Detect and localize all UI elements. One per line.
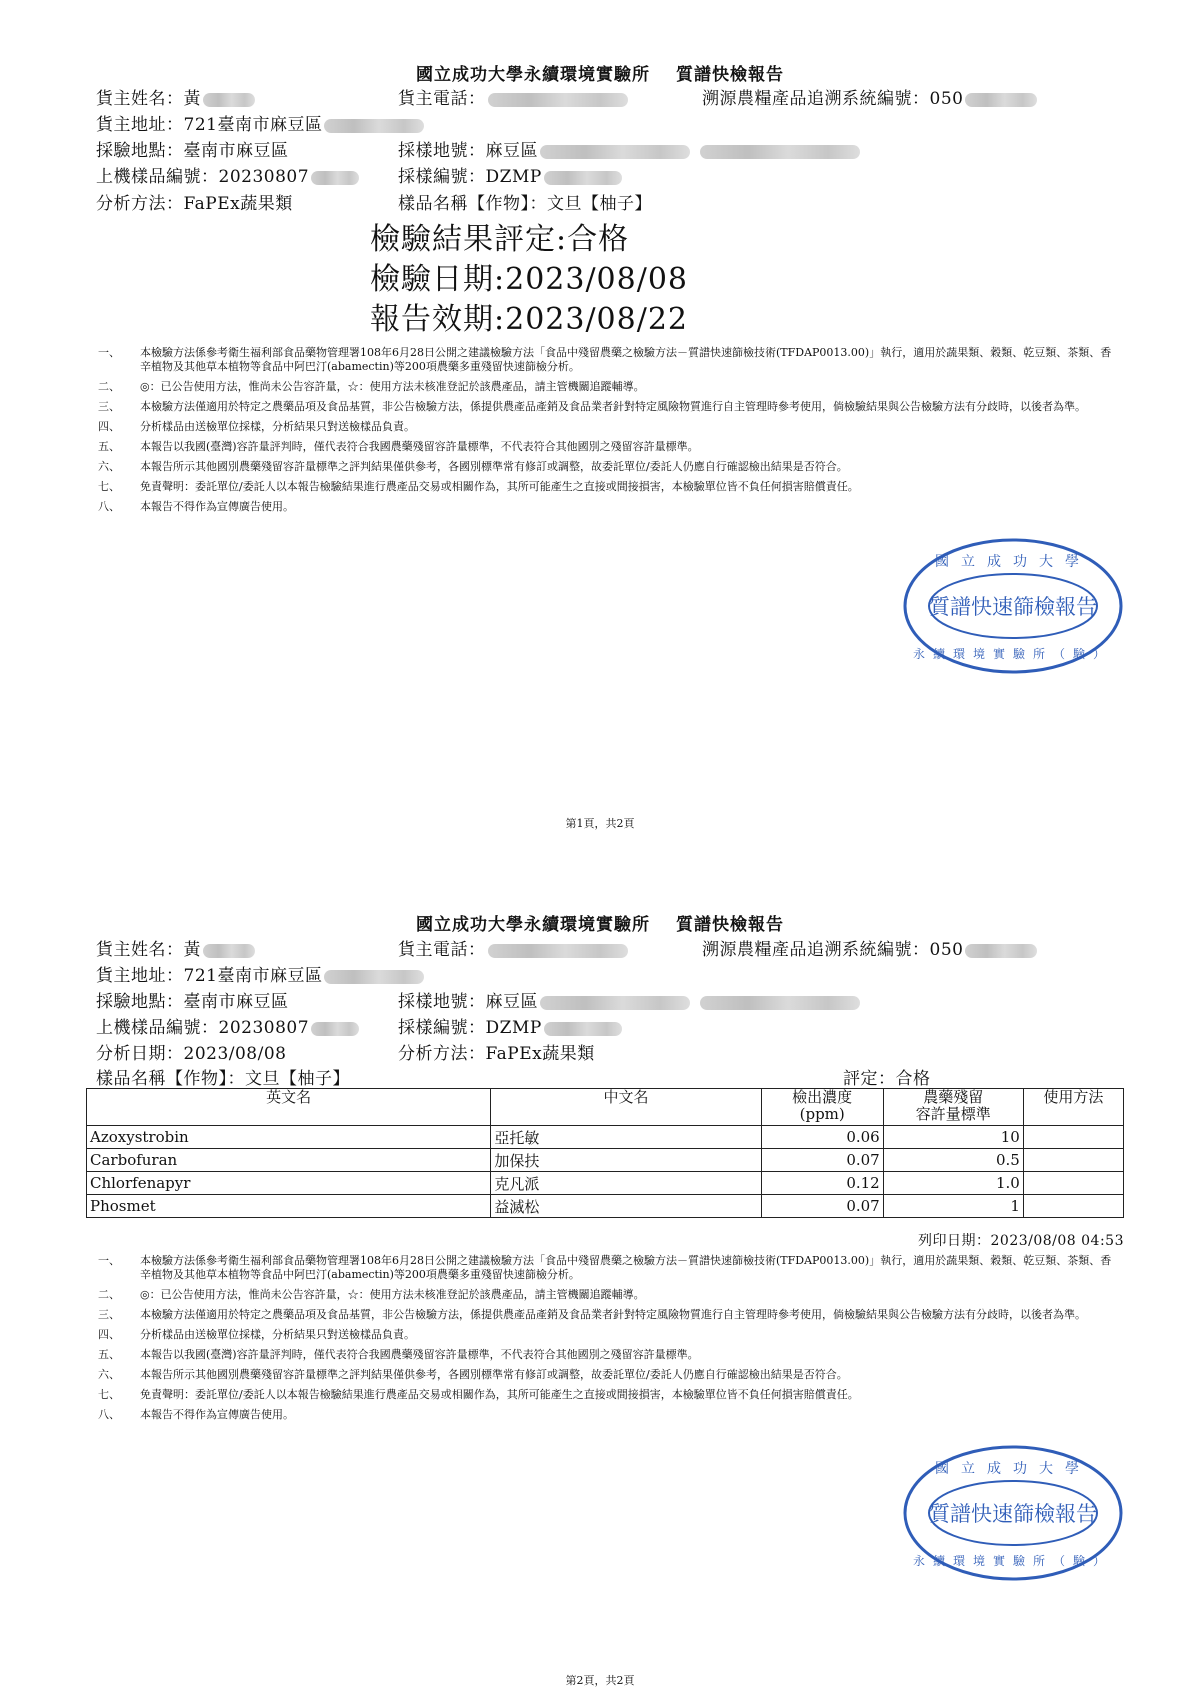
note-item: 四、 分析樣品由送檢單位採樣，分析結果只對送檢樣品負責。	[98, 1328, 415, 1341]
sampling-land-field: 採樣地號：麻豆區	[398, 136, 860, 161]
col-header-chinese-name: 中文名	[491, 1089, 761, 1126]
table-row	[87, 1195, 1124, 1218]
svg-text:國立成功大學: 國立成功大學	[935, 1461, 1091, 1477]
table-row	[87, 1126, 1124, 1149]
cell-limit: 10	[883, 1126, 1023, 1149]
note-item: 二、 ◎：已公告使用方法，惟尚未公告容許量，☆：使用方法未核准登記於該農產品，請主管機關追蹤輔導。	[98, 1288, 645, 1301]
cell-concentration: 0.06	[761, 1126, 883, 1149]
verdict-field: 評定：合格	[843, 1069, 931, 1089]
redacted-mask	[311, 171, 359, 185]
report-header	[0, 60, 1200, 85]
col-header-usage: 使用方法	[1023, 1089, 1123, 1126]
owner-address-field: 貨主地址：721臺南市麻豆區	[96, 110, 424, 135]
redacted-mask	[700, 996, 860, 1010]
redacted-mask	[544, 171, 622, 185]
note-item: 四、 分析樣品由送檢單位採樣，分析結果只對送檢樣品負責。	[98, 420, 415, 433]
note-item: 七、 免責聲明：委託單位/委託人以本報告檢驗結果進行農產品交易或相關作為，其所可能產生之直接或間接損害，本檢驗單位皆不負任何損害賠償責任。	[98, 1388, 859, 1401]
cell-limit: 0.5	[883, 1149, 1023, 1172]
redacted-mask	[540, 996, 690, 1010]
print-date: 列印日期：2023/08/08 04:53	[918, 1233, 1124, 1249]
redacted-mask	[965, 944, 1037, 958]
redacted-mask	[203, 93, 255, 107]
note-item: 二、 ◎：已公告使用方法，惟尚未公告容許量，☆：使用方法未核准登記於該農產品，請主管機關追蹤輔導。	[98, 380, 645, 393]
redacted-mask	[540, 145, 690, 159]
note-item: 六、 本報告所示其他國別農藥殘留容許量標準之評判結果僅供參考，各國別標準常有修訂或調整，故委託單位/委託人仍應自行確認檢出結果是否符合。	[98, 1368, 848, 1381]
report-page-2	[0, 908, 1200, 1697]
cell-english-name: Carbofuran	[87, 1149, 491, 1172]
svg-text:永續環境實驗所（驗）: 永續環境實驗所（驗）	[912, 647, 1114, 661]
owner-phone-field: 貨主電話：	[398, 84, 628, 109]
cell-usage	[1023, 1172, 1123, 1195]
cell-english-name: Phosmet	[87, 1195, 491, 1218]
machine-sample-number-field: 上機樣品編號：20230807	[96, 1013, 359, 1038]
redacted-mask	[324, 119, 424, 133]
trace-number-field: 溯源農糧產品追溯系統編號：050	[702, 84, 1037, 109]
cell-usage	[1023, 1149, 1123, 1172]
notes-list	[80, 346, 1120, 520]
analysis-method-field: 分析方法：FaPEx蔬果類	[398, 1044, 595, 1064]
test-result-verdict: 檢驗結果評定:合格	[370, 222, 630, 257]
sampling-land-field: 採樣地號：麻豆區	[398, 987, 860, 1012]
test-date: 檢驗日期:2023/08/08	[370, 262, 689, 297]
analysis-date-field: 分析日期：2023/08/08	[96, 1044, 287, 1064]
redacted-mask	[700, 145, 860, 159]
redacted-mask	[544, 1022, 622, 1036]
sampling-number-field: 採樣編號：DZMP	[398, 162, 622, 187]
note-item: 八、 本報告不得作為宣傳廣告使用。	[98, 1408, 294, 1421]
svg-text:質譜快速篩檢報告: 質譜快速篩檢報告	[929, 1502, 1097, 1526]
sampling-number-field: 採樣編號：DZMP	[398, 1013, 622, 1038]
svg-text:質譜快速篩檢報告: 質譜快速篩檢報告	[929, 595, 1097, 619]
note-item: 一、 本檢驗方法係參考衛生福利部食品藥物管理署108年6月28日公開之建議檢驗方法「食品中殘留農藥之檢驗方法－質譜快速篩檢技術(TFDAP0013.00)」執行，適用於蔬果類、穀類、乾豆類、茶類、香辛植物及其他草本植物等食品中阿巴汀(abamectin)等200項農藥多重殘留快速篩檢分析。	[98, 1254, 1112, 1281]
table-row	[87, 1149, 1124, 1172]
trace-number-field: 溯源農糧產品追溯系統編號：050	[702, 935, 1037, 960]
sample-name-field: 樣品名稱【作物】：文旦【柚子】	[398, 194, 652, 214]
lab-title: 國立成功大學永續環境實驗所	[416, 915, 650, 935]
cell-chinese-name: 益滅松	[491, 1195, 761, 1218]
cell-usage	[1023, 1195, 1123, 1218]
owner-phone-field: 貨主電話：	[398, 935, 628, 960]
report-page-1	[0, 0, 1200, 848]
note-item: 六、 本報告所示其他國別農藥殘留容許量標準之評判結果僅供參考，各國別標準常有修訂或調整，故委託單位/委託人仍應自行確認檢出結果是否符合。	[98, 460, 848, 473]
cell-usage	[1023, 1126, 1123, 1149]
analysis-method-field: 分析方法：FaPEx蔬果類	[96, 194, 293, 214]
cell-chinese-name: 亞托敏	[491, 1126, 761, 1149]
report-valid-date: 報告效期:2023/08/22	[370, 302, 689, 337]
note-item: 一、 本檢驗方法係參考衛生福利部食品藥物管理署108年6月28日公開之建議檢驗方法「食品中殘留農藥之檢驗方法－質譜快速篩檢技術(TFDAP0013.00)」執行，適用於蔬果類、穀類、乾豆類、茶類、香辛植物及其他草本植物等食品中阿巴汀(abamectin)等200項農藥多重殘留快速篩檢分析。	[98, 346, 1112, 373]
cell-chinese-name: 克凡派	[491, 1172, 761, 1195]
lab-seal-stamp	[900, 1443, 1126, 1583]
cell-concentration: 0.07	[761, 1195, 883, 1218]
svg-text:永續環境實驗所（驗）: 永續環境實驗所（驗）	[912, 1554, 1114, 1568]
svg-text:國立成功大學: 國立成功大學	[935, 554, 1091, 570]
owner-name-field: 貨主姓名：黃	[96, 84, 255, 109]
residue-results-table	[86, 1088, 1124, 1218]
redacted-mask	[488, 93, 628, 107]
cell-concentration: 0.12	[761, 1172, 883, 1195]
note-item: 八、 本報告不得作為宣傳廣告使用。	[98, 500, 294, 513]
redacted-mask	[311, 1022, 359, 1036]
redacted-mask	[488, 944, 628, 958]
cell-english-name: Chlorfenapyr	[87, 1172, 491, 1195]
note-item: 五、 本報告以我國(臺灣)容許量評判時，僅代表符合我國農藥殘留容許量標準，不代表符合其他國別之殘留容許量標準。	[98, 440, 699, 453]
redacted-mask	[324, 970, 424, 984]
owner-name-field: 貨主姓名：黃	[96, 935, 255, 960]
sample-name-field: 樣品名稱【作物】：文旦【柚子】	[96, 1069, 350, 1089]
note-item: 七、 免責聲明：委託單位/委託人以本報告檢驗結果進行農產品交易或相關作為，其所可能產生之直接或間接損害，本檢驗單位皆不負任何損害賠償責任。	[98, 480, 859, 493]
cell-chinese-name: 加保扶	[491, 1149, 761, 1172]
note-item: 五、 本報告以我國(臺灣)容許量評判時，僅代表符合我國農藥殘留容許量標準，不代表符合其他國別之殘留容許量標準。	[98, 1348, 699, 1361]
lab-title: 國立成功大學永續環境實驗所	[416, 65, 650, 85]
col-header-residue-limit: 農藥殘留 容許量標準	[883, 1089, 1023, 1126]
report-header	[0, 910, 1200, 935]
cell-limit: 1	[883, 1195, 1023, 1218]
redacted-mask	[203, 944, 255, 958]
table-row	[87, 1172, 1124, 1195]
page-footer: 第1頁，共2頁	[565, 817, 635, 830]
sampling-place-field: 採驗地點：臺南市麻豆區	[96, 141, 289, 161]
notes-list	[80, 1254, 1120, 1428]
col-header-english-name: 英文名	[87, 1089, 491, 1126]
cell-limit: 1.0	[883, 1172, 1023, 1195]
redacted-mask	[965, 93, 1037, 107]
sampling-place-field: 採驗地點：臺南市麻豆區	[96, 992, 289, 1012]
cell-english-name: Azoxystrobin	[87, 1126, 491, 1149]
note-item: 三、 本檢驗方法僅適用於特定之農藥品項及食品基質，非公告檢驗方法，係提供農產品產銷及食品業者針對特定風險物質進行自主管理時參考使用，倘檢驗結果與公告檢驗方法有分歧時，以後者為準。	[98, 400, 1086, 413]
note-item: 三、 本檢驗方法僅適用於特定之農藥品項及食品基質，非公告檢驗方法，係提供農產品產銷及食品業者針對特定風險物質進行自主管理時參考使用，倘檢驗結果與公告檢驗方法有分歧時，以後者為準。	[98, 1308, 1086, 1321]
lab-seal-stamp	[900, 536, 1126, 676]
col-header-detected-concentration: 檢出濃度 (ppm)	[761, 1089, 883, 1126]
cell-concentration: 0.07	[761, 1149, 883, 1172]
owner-address-field: 貨主地址：721臺南市麻豆區	[96, 961, 424, 986]
page-footer: 第2頁，共2頁	[565, 1674, 635, 1687]
report-type-title: 質譜快檢報告	[676, 915, 784, 935]
report-type-title: 質譜快檢報告	[676, 65, 784, 85]
table-header-row	[87, 1089, 1124, 1126]
machine-sample-number-field: 上機樣品編號：20230807	[96, 162, 359, 187]
